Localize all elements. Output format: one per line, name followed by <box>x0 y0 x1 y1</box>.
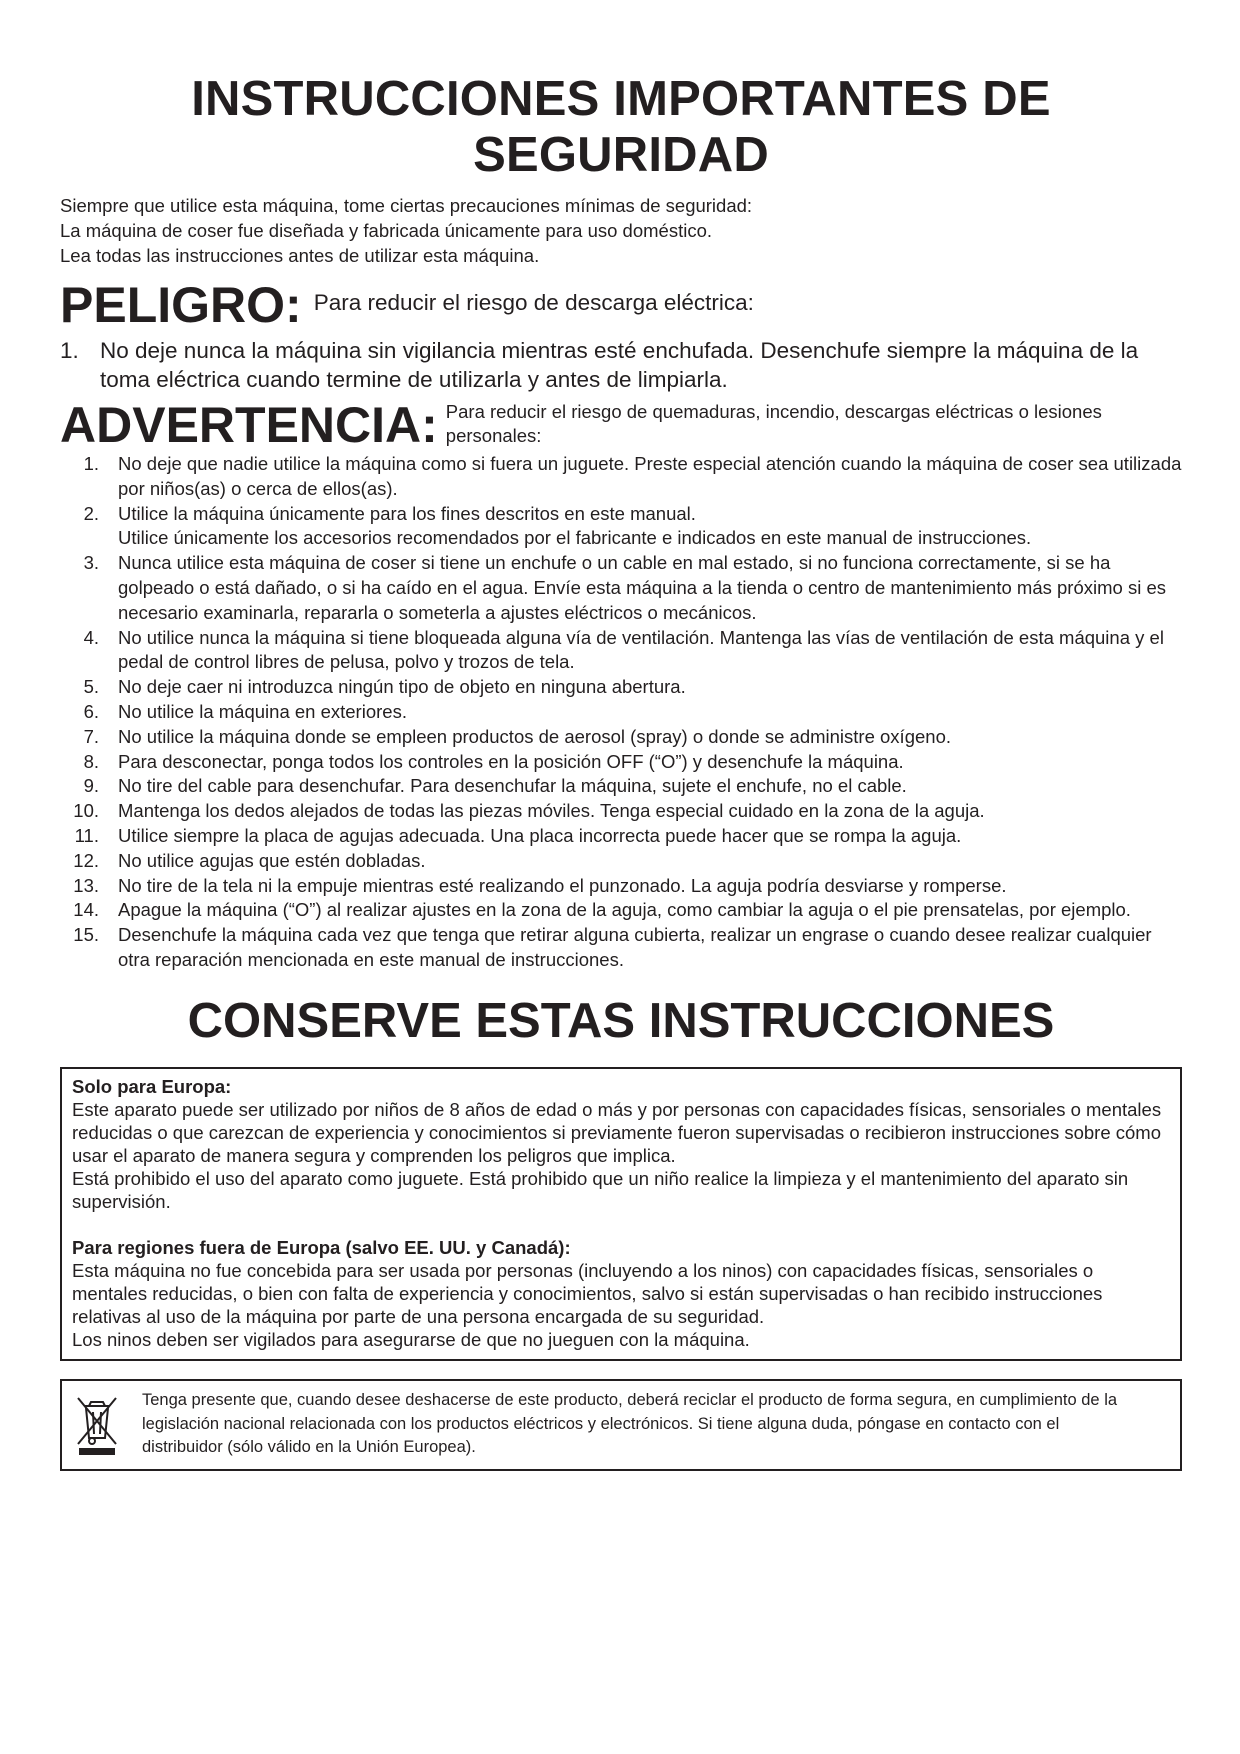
item-text-main: No utilice la máquina en exteriores. <box>118 700 407 722</box>
crossed-out-wheeled-bin-icon <box>62 1394 132 1456</box>
item-text: No deje nunca la máquina sin vigilancia mientras esté enchufada. Desenchufe siempre la máquina de la toma eléctrica cuando termine de utilizarla y antes de limpiarla. <box>100 338 1139 392</box>
item-number: 11. <box>74 824 99 846</box>
item-text <box>100 626 1182 676</box>
item-number: 8. <box>83 750 99 772</box>
warning-list <box>60 452 1182 973</box>
item-text-main: No tire del cable para desenchufar. Para desenchufar la máquina, sujete el enchufe, no el cable. <box>118 775 907 797</box>
europe-text: Este aparato puede ser utilizado por niños de 8 años de edad o más y por personas con capacidades físicas, sensoriales o mentales reducidas o que carezcan de experiencia y conocimientos si previamente fueron supervisadas o recibieron instrucciones sobre cómo usar el aparato de manera segura y comprenden los peligros que implica. <box>72 1098 1162 1166</box>
item-number: 1. <box>83 453 99 474</box>
danger-list <box>60 336 1182 394</box>
item-number: 10. <box>73 800 99 822</box>
europe-text: Está prohibido el uso del aparato como juguete. Está prohibido que un niño realice la limpieza y el mantenimiento del aparato sin supervisión. <box>72 1167 1129 1212</box>
item-number: 5. <box>83 676 99 698</box>
item-text <box>100 898 1182 923</box>
item-number: 2. <box>83 502 99 524</box>
europe-notice-box <box>60 1067 1182 1361</box>
recycle-text: Tenga presente que, cuando desee deshacerse de este producto, deberá reciclar el producto de forma segura, en cumplimiento de la legislación nacional relacionada con los productos eléctricos y electrónicos. Si tiene alguna duda, póngase en contacto con el distribuidor (sólo válido en la Unión Europea). <box>142 1391 1118 1457</box>
item-text <box>100 700 1182 725</box>
list-item <box>60 750 1182 775</box>
list-item <box>60 452 1182 502</box>
list-item <box>60 626 1182 676</box>
list-item <box>60 502 1182 552</box>
list-item <box>60 675 1182 700</box>
other-regions-text: Los ninos deben ser vigilados para asegurarse de que no jueguen con la máquina. <box>72 1328 750 1350</box>
danger-subtitle: Para reducir el riesgo de descarga eléctrica: <box>313 290 754 315</box>
item-text <box>100 750 1182 775</box>
item-number: 1. <box>60 338 79 363</box>
item-text <box>100 923 1182 973</box>
list-item <box>60 898 1182 923</box>
list-item <box>60 774 1182 799</box>
item-number: 12. <box>73 849 99 871</box>
list-item <box>60 799 1182 824</box>
warning-heading: ADVERTENCIA: <box>60 397 438 453</box>
item-number: 7. <box>83 725 99 747</box>
item-text-extra: Utilice únicamente los accesorios recomendados por el fabricante e indicados en este manual de instrucciones. <box>118 527 1032 549</box>
item-text-main: Para desconectar, ponga todos los controles en la posición OFF (“O”) y desenchufe la máquina. <box>118 750 904 772</box>
item-text <box>100 849 1182 874</box>
list-item <box>60 874 1182 899</box>
manual-page <box>60 0 1182 1471</box>
item-number: 6. <box>83 700 99 722</box>
list-item <box>60 824 1182 849</box>
item-number: 14. <box>73 899 99 921</box>
item-number: 3. <box>83 552 99 574</box>
item-number: 9. <box>83 775 99 797</box>
danger-heading: PELIGRO: <box>60 277 302 333</box>
item-text-main: No utilice nunca la máquina si tiene bloqueada alguna vía de ventilación. Mantenga las vías de ventilación de esta máquina y el pedal de control libres de pelusa, polvo y trozos de tela. <box>118 626 1164 673</box>
item-text-main: Mantenga los dedos alejados de todas las piezas móviles. Tenga especial cuidado en la zona de la aguja. <box>118 800 985 822</box>
list-item <box>60 725 1182 750</box>
item-text-main: Utilice siempre la placa de agujas adecuada. Una placa incorrecta puede hacer que se rompa la aguja. <box>118 824 962 846</box>
item-text <box>100 551 1182 625</box>
intro-block <box>60 193 1182 268</box>
item-text-main: Desenchufe la máquina cada vez que tenga que retirar alguna cubierta, realizar un engrase o cuando desee realizar cualquier otra reparación mencionada en este manual de instrucciones. <box>118 924 1152 970</box>
save-instructions-heading: CONSERVE ESTAS INSTRUCCIONES <box>187 993 1055 1048</box>
item-number: 15. <box>73 924 99 946</box>
intro-line: Lea todas las instrucciones antes de utilizar esta máquina. <box>60 245 540 266</box>
list-item <box>60 551 1182 625</box>
recycle-notice-box <box>60 1379 1182 1471</box>
item-text <box>100 725 1182 750</box>
item-text <box>100 452 1182 502</box>
item-text-main: Apague la máquina (“O”) al realizar ajustes en la zona de la aguja, como cambiar la aguja o el pie prensatelas, por ejemplo. <box>118 899 1131 921</box>
item-text-main: No utilice la máquina donde se empleen productos de aerosol (spray) o donde se administre oxígeno. <box>118 725 951 747</box>
intro-line: Siempre que utilice esta máquina, tome ciertas precauciones mínimas de seguridad: <box>60 195 753 216</box>
danger-header <box>60 274 1182 333</box>
item-text <box>100 874 1182 899</box>
item-text <box>100 502 1182 552</box>
item-text-main: No utilice agujas que estén dobladas. <box>118 849 426 871</box>
intro-line: La máquina de coser fue diseñada y fabricada únicamente para uso doméstico. <box>60 220 713 241</box>
item-text <box>100 675 1182 700</box>
item-text-main: No tire de la tela ni la empuje mientras esté realizando el punzonado. La aguja podría desviarse y romperse. <box>118 874 1007 896</box>
item-text <box>100 799 1182 824</box>
item-text-main: No deje caer ni introduzca ningún tipo de objeto en ninguna abertura. <box>118 676 686 698</box>
list-item <box>60 700 1182 725</box>
item-text-main: Utilice la máquina únicamente para los fines descritos en este manual. <box>118 502 696 524</box>
item-number: 13. <box>73 874 99 896</box>
list-item <box>60 923 1182 973</box>
warning-header <box>60 398 1182 452</box>
other-regions-title: Para regiones fuera de Europa (salvo EE. UU. y Canadá): <box>72 1236 571 1258</box>
europe-title: Solo para Europa: <box>72 1075 232 1097</box>
item-text-main: Nunca utilice esta máquina de coser si tiene un enchufe o un cable en mal estado, si no funciona correctamente, si se ha golpeado o está dañado, o si ha caído en el agua. Envíe esta máquina a la tienda o centro de mantenimiento más próximo si es necesario examinarla, repararla o someterla a ajustes eléctricos o mecánicos. <box>118 552 1166 623</box>
page-title: INSTRUCCIONES IMPORTANTES DE SEGURIDAD <box>191 72 1051 182</box>
other-regions-text: Esta máquina no fue concebida para ser usada por personas (incluyendo a los ninos) con capacidades físicas, sensoriales o mentales reducidas, o bien con falta de experiencia y conocimientos, salvo si están supervisadas o han recibido instrucciones relativas al uso de la máquina por parte de una persona encargada de su seguridad. <box>72 1259 1103 1327</box>
item-text <box>100 824 1182 849</box>
list-item <box>60 849 1182 874</box>
list-item <box>60 336 1182 394</box>
item-text <box>100 774 1182 799</box>
item-text-main: No deje que nadie utilice la máquina como si fuera un juguete. Preste especial atención cuando la máquina de coser sea utilizada por niños(as) o cerca de ellos(as). <box>118 453 1182 499</box>
item-number: 4. <box>83 626 99 648</box>
warning-subtitle: Para reducir el riesgo de quemaduras, incendio, descargas eléctricas o lesiones personales: <box>445 401 1102 446</box>
